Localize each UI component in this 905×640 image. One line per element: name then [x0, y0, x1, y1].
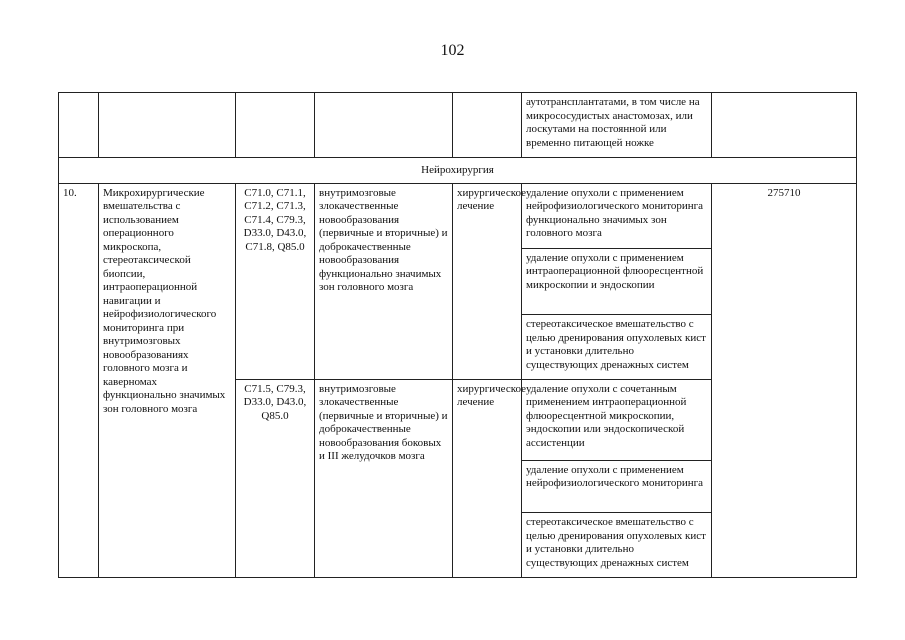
section-row: [59, 157, 857, 183]
care-table: [58, 92, 857, 578]
continuation-treatment-cell: [453, 93, 522, 158]
subgroup-1-model: внутримозговые злокачественные новообразования (первичные и вторичные) и доброкачественные новообразования функционально значимых зон головного мозга: [315, 183, 453, 379]
continuation-method-cell: аутотрансплантатами, в том числе на микрососудистых анастомозах, или лоскутами на постоянной или временно питающей ножке: [522, 93, 712, 158]
subgroup-1-method-1-row: [59, 183, 857, 248]
subgroup-2-method-3: стереотаксическое вмешательство с целью дренирования опухолевых кист и установки длительно существующих дренажных систем: [522, 513, 712, 578]
subgroup-2-model: внутримозговые злокачественные (первичные и вторичные) и доброкачественные новообразования боковых и III желудочков мозга: [315, 379, 453, 577]
group-name: Микрохирургические вмешательства с использованием операционного микроскопа, стереотаксической биопсии, интраоперационной навигации и нейрофизиологического мониторинга при внутримозговых новообразованиях головного мозга и каверномах функционально значимых зон головного мозга: [99, 183, 236, 577]
subgroup-1-codes: С71.0, С71.1, С71.2, С71.3, С71.4, С79.3, D33.0, D43.0, С71.8, Q85.0: [236, 183, 315, 379]
continuation-code-cell: [236, 93, 315, 158]
subgroup-1-method-3: стереотаксическое вмешательство с целью дренирования опухолевых кист и установки длительно существующих дренажных систем: [522, 315, 712, 380]
continuation-name-cell: [99, 93, 236, 158]
subgroup-2-codes: С71.5, С79.3, D33.0, D43.0, Q85.0: [236, 379, 315, 577]
continuation-number-cell: [59, 93, 99, 158]
section-title: Нейрохирургия: [59, 157, 857, 183]
subgroup-2-method-2: удаление опухоли с применением нейрофизиологического мониторинга: [522, 460, 712, 513]
subgroup-1-treatment: хирургическое лечение: [453, 183, 522, 379]
subgroup-1-method-1: удаление опухоли с применением нейрофизиологического мониторинга функционально значимых зон головного мозга: [522, 183, 712, 248]
subgroup-1-method-2: удаление опухоли с применением интраоперационной флюоресцентной микроскопии и эндоскопии: [522, 248, 712, 315]
continuation-row: [59, 93, 857, 158]
subgroup-2-treatment: хирургическое лечение: [453, 379, 522, 577]
continuation-model-cell: [315, 93, 453, 158]
group-cost: 275710: [712, 183, 857, 577]
page-number: 102: [440, 42, 465, 59]
group-number: 10.: [59, 183, 99, 577]
subgroup-2-method-1: удаление опухоли с сочетанным применением интраоперационной флюоресцентной микроскопии, эндоскопии или эндоскопической ассистенции: [522, 379, 712, 460]
continuation-cost-cell: [712, 93, 857, 158]
